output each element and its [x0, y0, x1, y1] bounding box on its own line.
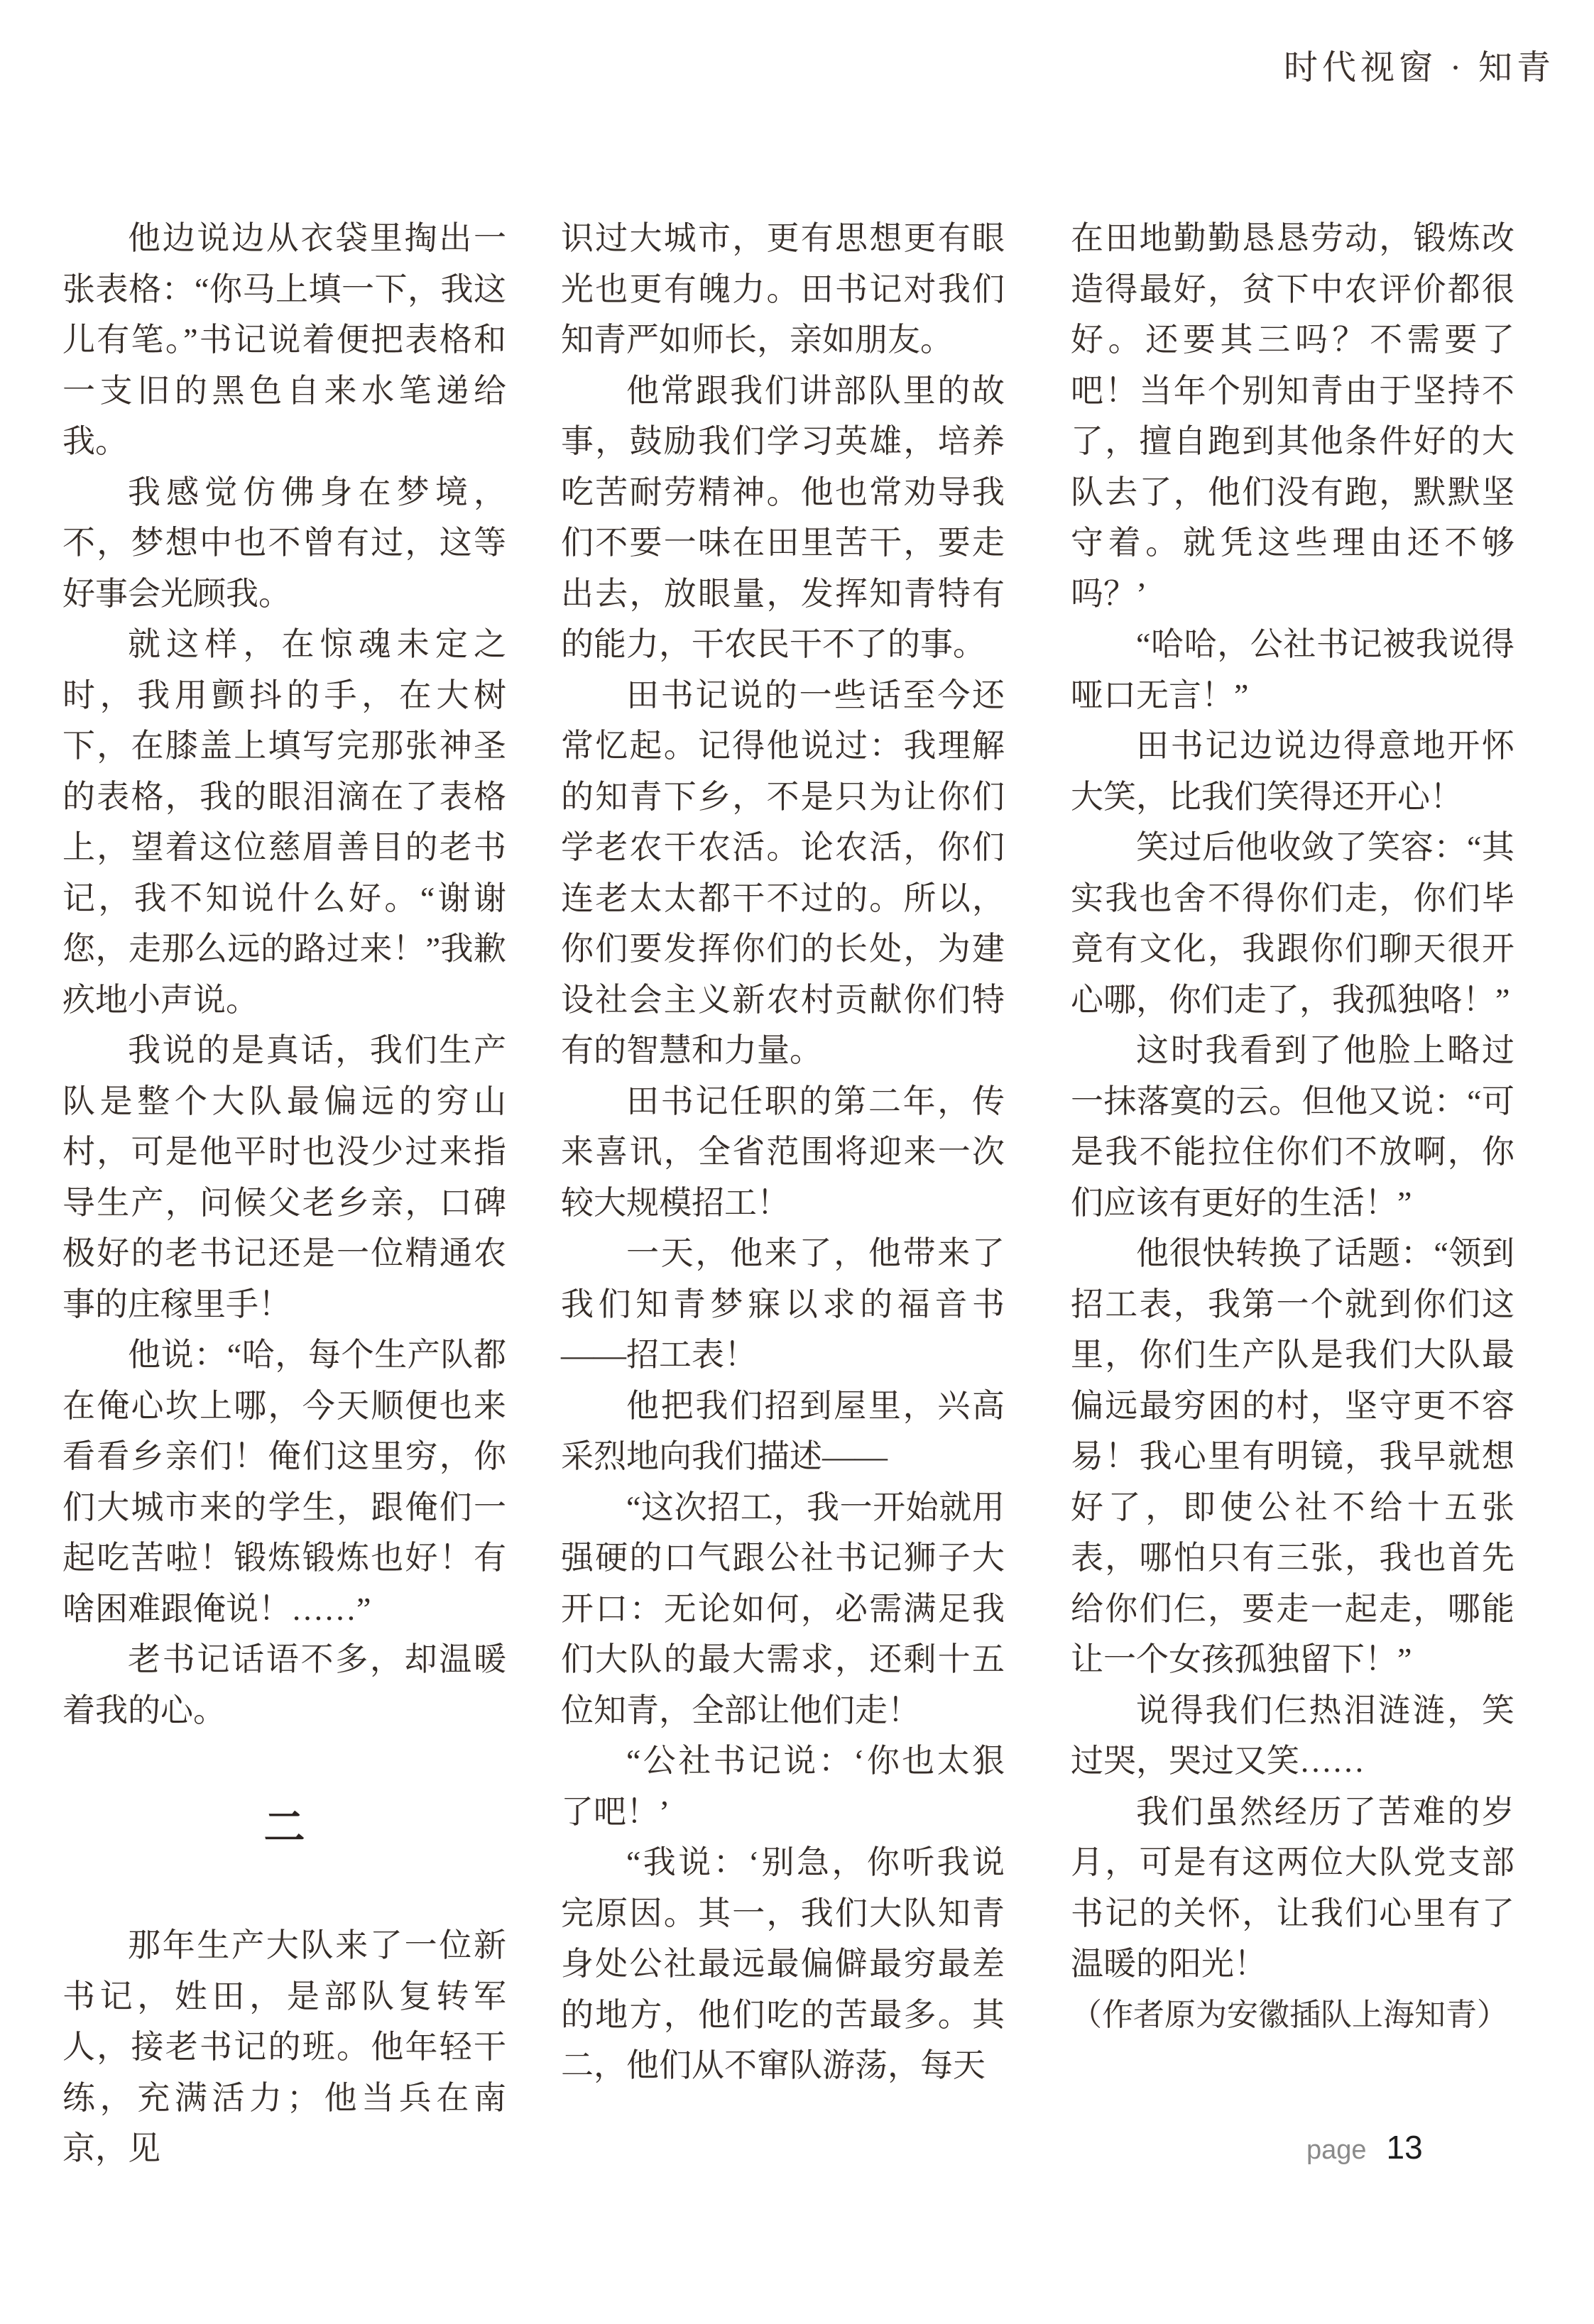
- paragraph: 老书记话语不多，却温暖着我的心。: [62, 1641, 506, 1728]
- paragraph: 这时我看到了他脸上略过一抹落寞的云。但他又说：“可是我不能拉住你们不放啊，你们应该有更好的生活！”: [1071, 1032, 1514, 1221]
- paragraph: “这次招工，我一开始就用强硬的口气跟公社书记狮子大开口：无论如何，必需满足我们大队的最大需求，还剩十五位知青，全部让他们走！: [561, 1489, 1005, 1728]
- paragraph: 他说：“哈，每个生产队都在俺心坎上哪，今天顺便也来看看乡亲们！俺们这里穷，你们大城市来的学生，跟俺们一起吃苦啦！锻炼锻炼也好！有啥困难跟俺说！……”: [62, 1337, 506, 1627]
- paragraph: “我说：‘别急，你听我说完原因。其一，我们大队知青身处公社最远最偏僻最穷最差的地方，他们吃的苦最多。其二，他们从不窜队游荡，每天: [561, 1844, 1005, 2083]
- paragraph: 笑过后他收敛了笑容：“其实我也舍不得你们走，你们毕竟有文化，我跟你们聊天很开心哪，你们走了，我孤独咯！”: [1071, 829, 1514, 1018]
- paragraph: 他边说边从衣袋里掏出一张表格：“你马上填一下，我这儿有笔。”书记说着便把表格和一支旧的黑色自来水笔递给我。: [62, 220, 506, 459]
- paragraph: 我感觉仿佛身在梦境，不，梦想中也不曾有过，这等好事会光顾我。: [62, 473, 506, 612]
- paragraph: 就这样，在惊魂未定之时，我用颤抖的手，在大树下，在膝盖上填写完那张神圣的表格，我的眼泪滴在了表格上，望着这位慈眉善目的老书记，我不知说什么好。“谢谢您，走那么远的路过来！”我歉疚地小声说。: [62, 626, 506, 1018]
- paragraph: 他把我们招到屋里，兴高采烈地向我们描述——: [561, 1387, 1005, 1474]
- paragraph: 田书记边说边得意地开怀大笑，比我们笑得还开心！: [1071, 728, 1514, 815]
- text-column-2: [561, 213, 1005, 2091]
- footer-page-number: 13: [1386, 2129, 1423, 2166]
- text-column-3: [1071, 213, 1514, 2040]
- author-note: （作者原为安徽插队上海知青）: [1071, 1997, 1508, 2032]
- paragraph: 他常跟我们讲部队里的故事，鼓励我们学习英雄，培养吃苦耐劳精神。他也常劝导我们不要一味在田里苦干，要走出去，放眼量，发挥知青特有的能力，干农民干不了的事。: [561, 372, 1005, 662]
- paragraph: 一天，他来了，他带来了我们知青梦寐以求的福音书——招工表！: [561, 1235, 1005, 1373]
- paragraph: 我说的是真话，我们生产队是整个大队最偏远的穷山村，可是他平时也没少过来指导生产，问候父老乡亲，口碑极好的老书记还是一位精通农事的庄稼里手！: [62, 1032, 506, 1322]
- page-header-section-title: 时代视窗 · 知青: [1284, 49, 1555, 87]
- paragraph: 识过大城市，更有思想更有眼光也更有魄力。田书记对我们知青严如师长，亲如朋友。: [561, 220, 1005, 358]
- footer-page-label: page: [1306, 2135, 1367, 2165]
- paragraph: 在田地勤勤恳恳劳动，锻炼改造得最好，贫下中农评价都很好。还要其三吗？不需要了吧！当年个别知青由于坚持不了，擅自跑到其他条件好的大队去了，他们没有跑，默默坚守着。就凭这些理由还不够吗？’: [1071, 220, 1514, 612]
- paragraph: 我们虽然经历了苦难的岁月，可是有这两位大队党支部书记的关怀，让我们心里有了温暖的阳光！: [1071, 1793, 1514, 1982]
- paragraph: 田书记说的一些话至今还常忆起。记得他说过：我理解的知青下乡，不是只为让你们学老农干农活。论农活，你们连老太太都干不过的。所以，你们要发挥你们的长处，为建设社会主义新农村贡献你们特有的智慧和力量。: [561, 676, 1005, 1068]
- paragraph: 说得我们仨热泪涟涟，笑过哭，哭过又笑……: [1071, 1692, 1514, 1779]
- paragraph: 那年生产大队来了一位新书记，姓田，是部队复转军人，接老书记的班。他年轻干练，充满活力；他当兵在南京，见: [62, 1927, 506, 2166]
- paragraph: “公社书记说：‘你也太狠了吧！’: [561, 1743, 1005, 1830]
- paragraph: 他很快转换了话题：“领到招工表，我第一个就到你们这里，你们生产队是我们大队最偏远最穷困的村，坚守更不容易！我心里有明镜，我早就想好了，即使公社不给十五张表，哪怕只有三张，我也首先给你们仨，要走一起走，哪能让一个女孩孤独留下！”: [1071, 1235, 1514, 1677]
- paragraph: 田书记任职的第二年，传来喜讯，全省范围将迎来一次较大规模招工！: [561, 1082, 1005, 1221]
- page-footer: [1306, 2128, 1423, 2166]
- section-heading-two: 二: [263, 1804, 305, 1851]
- text-column-1: [62, 213, 506, 2174]
- paragraph: “哈哈，公社书记被我说得哑口无言！”: [1071, 626, 1514, 713]
